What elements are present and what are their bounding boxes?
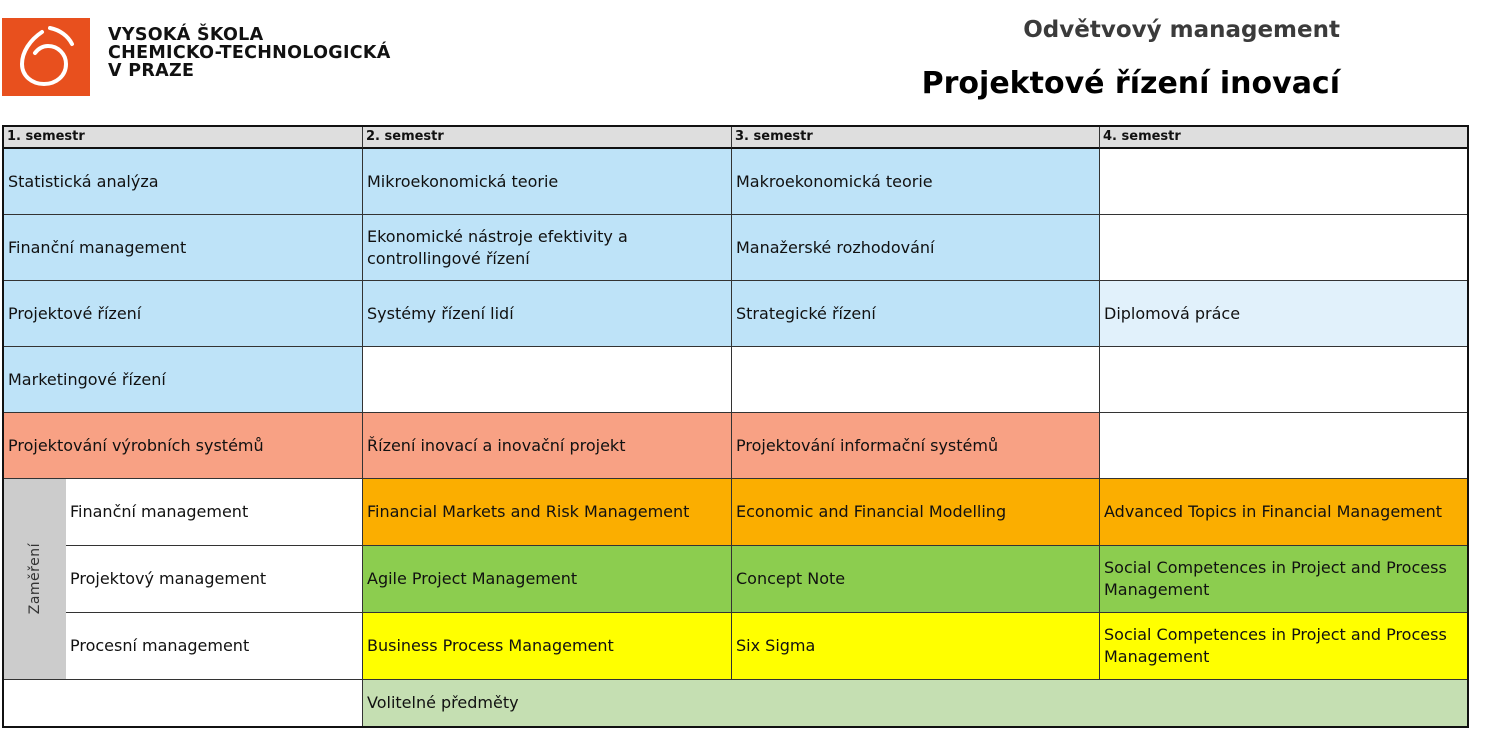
course-cell: Ekonomické nástroje efektivity a controllingové řízení [363,215,732,281]
course-cell: Business Process Management [363,613,732,680]
electives-cell: Volitelné předměty [363,680,1467,726]
track-name-project: Projektový management [66,546,363,613]
course-cell: Finanční management [4,215,363,281]
focus-label [4,479,66,680]
page-subtitle: Odvětvový management [1023,17,1340,43]
semester-header-1: 1. semestr [4,127,363,149]
empty-cell [363,347,732,413]
course-cell: Řízení inovací a inovační projekt [363,413,732,479]
semester-header-2: 2. semestr [363,127,732,149]
school-logo-icon [2,18,90,96]
course-cell: Projektování výrobních systémů [4,413,363,479]
empty-cell [1100,149,1467,215]
semester-header-4: 4. semestr [1100,127,1467,149]
track-name-process: Procesní management [66,613,363,680]
school-name-line-3: V PRAZE [108,61,195,81]
curriculum-table [2,125,1469,728]
course-cell: Advanced Topics in Financial Management [1100,479,1467,546]
course-cell: Financial Markets and Risk Management [363,479,732,546]
school-name-line-1: VYSOKÁ ŠKOLA [108,25,264,45]
course-cell: Concept Note [732,546,1100,613]
empty-cell [1100,347,1467,413]
page-title: Projektové řízení inovací [921,66,1340,101]
track-name-finance: Finanční management [66,479,363,546]
thesis-cell: Diplomová práce [1100,281,1467,347]
course-cell: Economic and Financial Modelling [732,479,1100,546]
school-name-line-2: CHEMICKO-TECHNOLOGICKÁ [108,43,391,63]
course-cell: Manažerské rozhodování [732,215,1100,281]
school-name [108,26,391,80]
course-cell: Strategické řízení [732,281,1100,347]
semester-header-3: 3. semestr [732,127,1100,149]
empty-cell [732,347,1100,413]
course-cell: Systémy řízení lidí [363,281,732,347]
empty-cell [1100,215,1467,281]
course-cell: Projektování informační systémů [732,413,1100,479]
course-cell: Makroekonomická teorie [732,149,1100,215]
course-cell: Marketingové řízení [4,347,363,413]
course-cell: Statistická analýza [4,149,363,215]
course-cell: Agile Project Management [363,546,732,613]
course-cell: Social Competences in Project and Process Management [1100,613,1467,680]
course-cell: Projektové řízení [4,281,363,347]
course-cell: Six Sigma [732,613,1100,680]
school-logo [2,18,90,96]
course-cell: Mikroekonomická teorie [363,149,732,215]
empty-cell [1100,413,1467,479]
focus-label-text: Zaměření [27,543,43,615]
course-cell: Social Competences in Project and Process Management [1100,546,1467,613]
empty-cell [4,680,363,726]
